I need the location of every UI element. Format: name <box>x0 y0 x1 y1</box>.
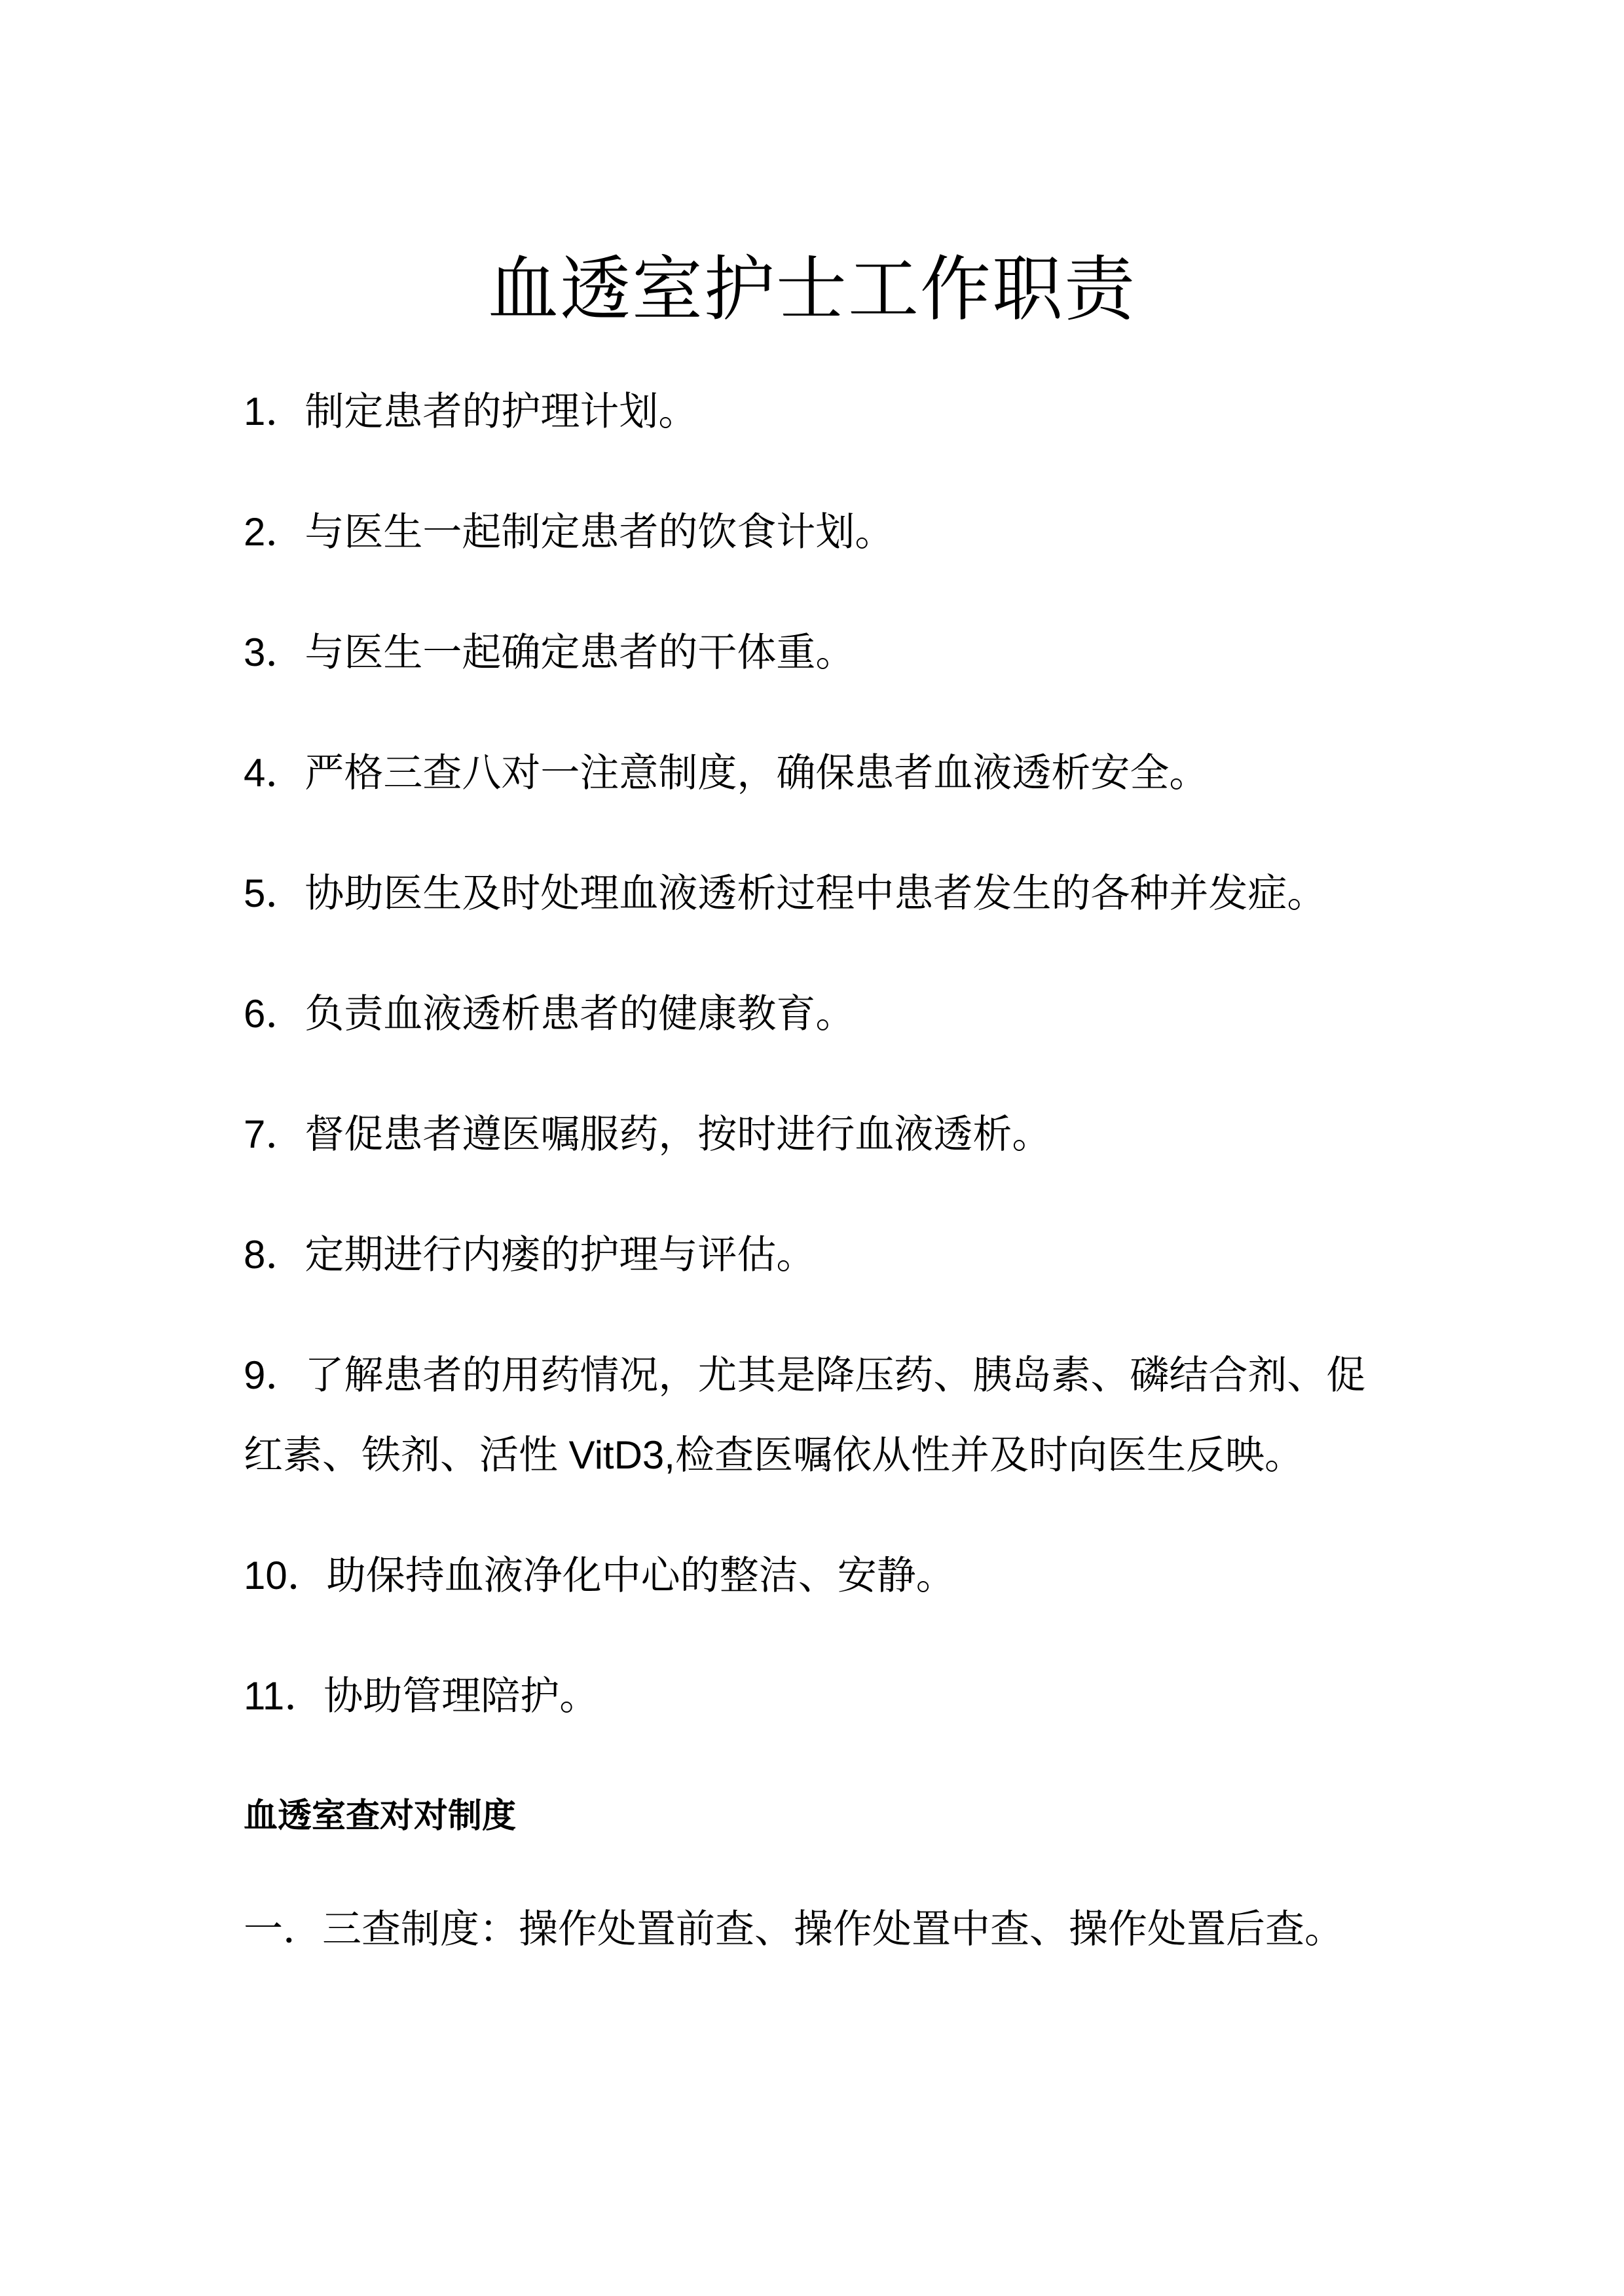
responsibility-item-10: 10．助保持血液净化中心的整洁、安静。 <box>244 1554 955 1597</box>
responsibility-item-8: 8．定期进行内瘘的护理与评估。 <box>244 1233 816 1277</box>
page-title: 血透室护士工作职责 <box>487 249 1136 329</box>
responsibility-item-7: 7．督促患者遵医嘱服药，按时进行血液透析。 <box>244 1112 1052 1156</box>
document-body <box>244 372 1396 1969</box>
responsibility-item-1: 1．制定患者的护理计划。 <box>244 390 698 433</box>
responsibility-item-9: 9．了解患者的用药情况，尤其是降压药、胰岛素、磷结合剂、促红素、铁剂、活性 VitD3,检查医嘱依从性并及时向医生反映。 <box>244 1353 1366 1477</box>
responsibility-item-2: 2．与医生一起制定患者的饮食计划。 <box>244 510 895 554</box>
responsibility-item-6: 6．负责血液透析患者的健康教育。 <box>244 992 855 1036</box>
section-heading-check-system: 血透室查对对制度 <box>244 1797 517 1835</box>
responsibility-item-3: 3．与医生一起确定患者的干体重。 <box>244 630 855 674</box>
section-item-1: 一．三查制度：操作处置前查、操作处置中查、操作处置后查。 <box>244 1907 1344 1951</box>
responsibility-item-4: 4．严格三查八对一注意制度，确保患者血液透析安全。 <box>244 751 1209 795</box>
responsibility-item-11: 11．协助管理陪护。 <box>244 1674 599 1718</box>
responsibility-item-5: 5．协助医生及时处理血液透析过程中患者发生的各种并发症。 <box>244 871 1327 915</box>
